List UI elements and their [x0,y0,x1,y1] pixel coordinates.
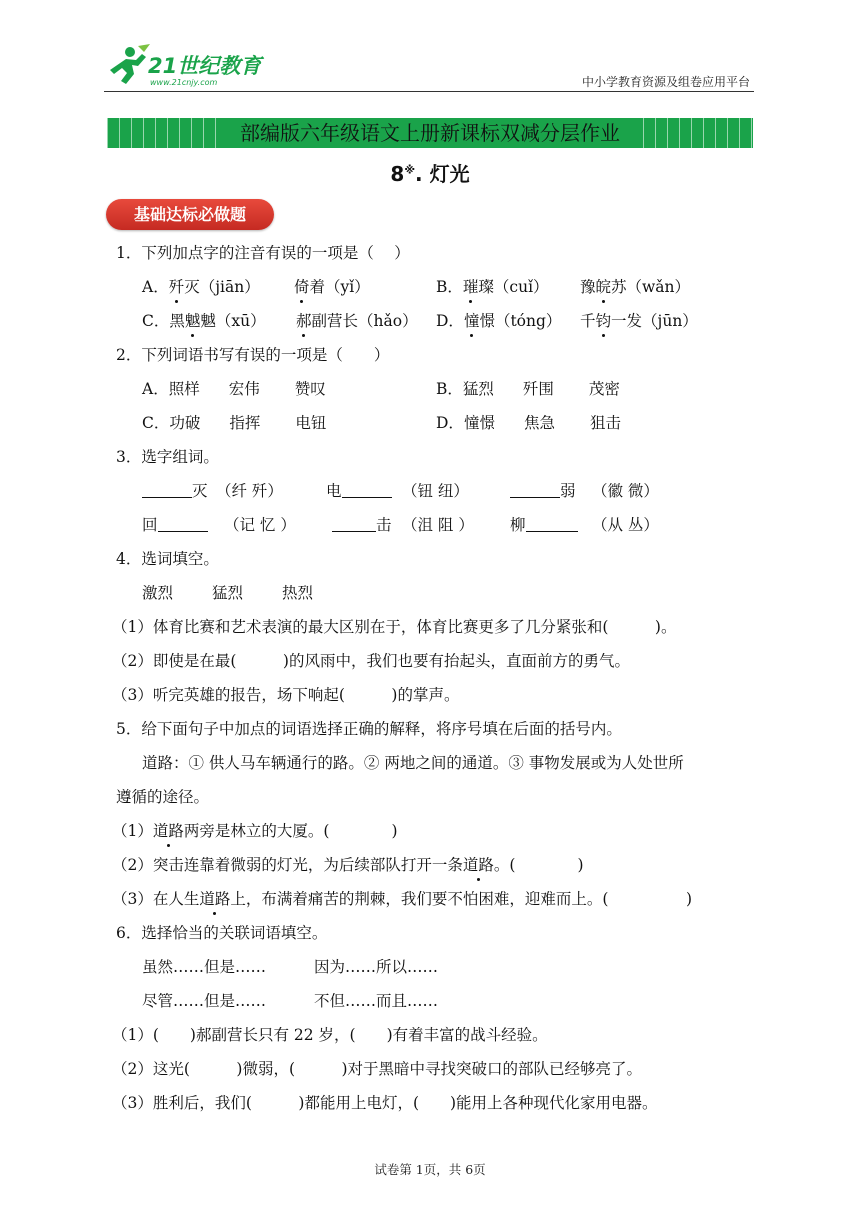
section-badge-label: 基础达标必做题 [133,205,246,224]
q2-a-word: 宏伟 [228,380,260,398]
q1-d2-pre: 千 [580,312,596,330]
q3-item-4 [142,514,208,536]
q5-s1-dotted: 道路 [152,822,184,840]
q1-c2 [296,310,418,332]
q2-b-label: B． [436,380,463,398]
q2-c-word: 电钮 [295,414,327,432]
q6-conjunction-row-1 [142,956,438,978]
q3-choice-1: （纤 歼） [216,482,283,500]
q5-definition-line-2: 遵循的途径。 [116,788,210,806]
q2-d-word: 狙击 [589,414,621,432]
q1-b1-dotted: 璀 [462,278,479,296]
answer-blank[interactable] [342,481,392,498]
q1-d2-post: 一发（jūn） [611,312,698,330]
lesson-title [0,158,860,187]
q1-b2-pre: 豫 [580,278,596,296]
q1-c2-post: 副营长（hǎo） [311,312,418,330]
q1-stem: 1．下列加点字的注音有误的一项是（ ） [116,244,410,262]
q2-option-b [436,378,620,400]
q6-conjunction: 因为……所以…… [314,958,439,976]
q3-choice-5: （沮 阻 ） [402,516,474,534]
q3-char: 击 [376,516,392,534]
q1-c1 [142,310,266,332]
q1-a2-post: 着（yǐ） [309,278,370,296]
q1-d2-dotted: 钧 [595,312,612,330]
q1-a2-dotted: 倚 [294,278,310,296]
q4-stem: 4．选词填空。 [116,550,219,568]
answer-blank[interactable] [526,515,578,532]
q3-stem: 3．选字组词。 [116,448,219,466]
q3-item-2 [326,480,392,502]
q2-c-word: 指挥 [229,414,261,432]
q3-choice-3: （徽 微） [592,482,659,500]
q2-option-d [436,412,621,434]
q2-a-word: 照样 [168,380,200,398]
q2-c-word: 功破 [169,414,201,432]
q1-d1-dotted: 憧 [463,312,480,330]
q2-b-word: 猛烈 [462,380,494,398]
q5-s1-post: 两旁是林立的大厦。( ) [183,822,398,840]
q4-word: 猛烈 [212,584,244,602]
q3-char: 电 [326,482,342,500]
lesson-mark: ※ [404,163,416,177]
q3-choice-2: （钮 纽） [402,482,469,500]
q2-option-c [142,412,326,434]
doc-title: 部编版六年级语文上册新课标双减分层作业 [240,121,620,145]
q3-item-6 [510,514,578,536]
q2-a-label: A． [142,380,169,398]
q1-d1-post: 憬（tóng） [479,312,562,330]
q5-s2-post: 。( ) [493,856,584,874]
q1-b1 [436,276,549,298]
logo-url: www.21cnjy.com [150,78,218,87]
q5-s1-pre: （1） [112,822,153,840]
q6-sentence-3: （3）胜利后，我们( )都能用上电灯，( )能用上各种现代化家用电器。 [112,1094,658,1112]
q3-char: 灭 [192,482,208,500]
q5-s3-post: 上，布满着痛苦的荆棘，我们要不怕困难，迎难而上。( ) [230,890,692,908]
logo-text: 21世纪教育 [148,54,262,78]
q5-s2-pre: （2）突击连靠着微弱的灯光，为后续部队打开一条 [112,856,463,874]
q6-conjunction: 虽然……但是…… [142,958,267,976]
answer-blank[interactable] [142,481,192,498]
q6-conjunction-row-2 [142,990,438,1012]
logo [104,44,274,90]
q1-b1-post: 璨（cuǐ） [478,278,549,296]
q6-sentence-1: （1）( )郝副营长只有 22 岁，( )有着丰富的战斗经验。 [112,1026,548,1044]
page-footer: 试卷第 1页，共 6页 [374,1162,486,1177]
q1-b2-post: 苏（wǎn） [611,278,691,296]
q2-stem: 2．下列词语书写有误的一项是（ ） [116,346,390,364]
q6-conjunction: 不但……而且…… [314,992,439,1010]
q3-item-3 [510,480,576,502]
q4-word: 热烈 [282,584,314,602]
q5-sentence-3 [112,888,692,910]
q6-conjunction: 尽管……但是…… [142,992,267,1010]
header-rule [104,91,754,92]
q2-d-word: 焦急 [523,414,555,432]
q3-char: 柳 [510,516,526,534]
q4-sentence-2: （2）即使是在最( )的风雨中，我们也要有抬起头，直面前方的勇气。 [112,652,630,670]
q1-c1-post: 魆（xū） [200,312,266,330]
q1-row-ab [142,276,260,298]
q1-d2 [580,310,698,332]
q2-c-label: C． [142,414,170,432]
q4-sentence-1: （1）体育比赛和艺术表演的最大区别在于，体育比赛更多了几分紧张和( )。 [112,618,677,636]
q1-c1-dotted: 魆 [184,312,201,330]
q1-d1 [436,310,561,332]
q2-a-word: 赞叹 [294,380,326,398]
q2-b-word: 歼围 [522,380,554,398]
q1-a1-post: 灭（jiān） [184,278,260,296]
q1-b2 [580,276,690,298]
answer-blank[interactable] [332,515,376,532]
lesson-name: . 灯光 [415,162,470,186]
q5-s3-pre: （3）在人生 [112,890,200,908]
q3-choice-4: （记 忆 ） [224,516,296,534]
q1-a-label: A． [142,278,169,296]
q3-item-5 [332,514,392,536]
q3-choice-6: （从 丛） [592,516,659,534]
q2-b-word: 茂密 [588,380,620,398]
q5-s3-dotted: 道路 [199,890,231,908]
q6-stem: 6．选择恰当的关联词语填空。 [116,924,328,942]
q1-c1-pre: 黑 [169,312,185,330]
q1-c2-dotted: 郝 [296,312,312,330]
q4-word: 激烈 [142,584,174,602]
q4-sentence-3: （3）听完英雄的报告，场下响起( )的掌声。 [112,686,460,704]
section-badge [106,199,274,230]
q4-word-bank [142,582,313,604]
q5-stem: 5．给下面句子中加点的词语选择正确的解释，将序号填在后面的括号内。 [116,720,622,738]
runner-logo-icon [104,44,152,88]
q5-sentence-1 [112,820,398,842]
lesson-number: 8 [390,162,405,186]
q1-a2 [294,276,370,298]
q1-a1-dotted: 歼 [168,278,185,296]
q5-sentence-2 [112,854,584,876]
q3-char: 弱 [560,482,576,500]
answer-blank[interactable] [510,481,560,498]
q3-item-1 [142,480,208,502]
q3-char: 回 [142,516,158,534]
q1-b2-dotted: 皖 [595,278,612,296]
q2-d-word: 憧憬 [463,414,495,432]
q5-s2-dotted: 道路 [462,856,494,874]
answer-blank[interactable] [158,515,208,532]
q2-d-label: D． [436,414,464,432]
q1-c-label: C． [142,312,170,330]
q5-definition-line-1: 道路：① 供人马车辆通行的路。② 两地之间的通道。③ 事物发展或为人处世所 [142,754,684,772]
q1-d-label: D． [436,312,464,330]
q6-sentence-2: （2）这光( )微弱，( )对于黑暗中寻找突破口的部队已经够亮了。 [112,1060,643,1078]
q1-b-label: B． [436,278,463,296]
q2-option-a [142,378,326,400]
platform-text: 中小学教育资源及组卷应用平台 [581,75,750,89]
